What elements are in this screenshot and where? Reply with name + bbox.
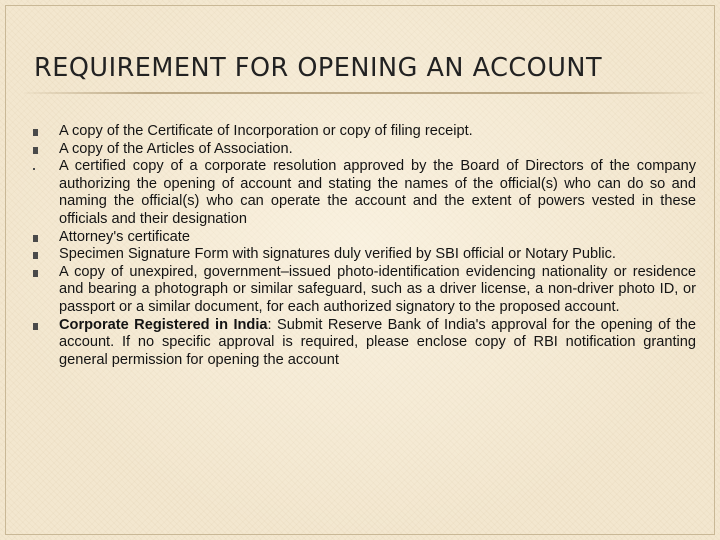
- list-item-text: A copy of the Certificate of Incorporation or copy of filing receipt.: [59, 123, 473, 139]
- list-item: [34, 158, 696, 228]
- list-item: [34, 264, 696, 317]
- list-item: [34, 141, 696, 159]
- list-item-lead: Corporate Registered in India: [59, 316, 268, 333]
- square-bullet-icon: [33, 147, 38, 154]
- list-item: [34, 246, 696, 264]
- list-item-text: Specimen Signature Form with signatures duly verified by SBI official or Notary Public.: [59, 246, 616, 263]
- list-item-text: A copy of the Articles of Association.: [59, 140, 293, 157]
- list-item-text: A copy of unexpired, government–issued photo-identification evidencing nationality or residence and bearing a photograph or similar safeguard, such as a driver license, a non-driver photo ID, or passport or a similar document, for each authorized signatory to the proposed account.: [59, 263, 696, 315]
- list-item-text: : Submit Reserve Bank of India's approval for the opening of the account. If no specific approval is required, please enclose copy of RBI notification granting general permission for opening the account: [59, 316, 696, 368]
- square-bullet-icon: [33, 323, 38, 330]
- square-bullet-icon: [33, 270, 38, 277]
- list-item-text: Attorney's certificate: [59, 228, 190, 245]
- square-bullet-icon: [33, 235, 38, 242]
- list-item: [34, 229, 696, 247]
- square-bullet-icon: [33, 168, 35, 170]
- requirements-list: [34, 123, 696, 369]
- list-item: [34, 317, 696, 370]
- list-item: [34, 123, 696, 141]
- square-bullet-icon: [33, 252, 38, 259]
- title-divider: [24, 92, 704, 94]
- slide-title: REQUIREMENT FOR OPENING AN ACCOUNT: [34, 53, 603, 83]
- square-bullet-icon: [33, 129, 38, 136]
- list-item-text: A certified copy of a corporate resolution approved by the Board of Directors of the company authorizing the opening of account and stating the names of the official(s) who can do so and naming the official(s) who can operate the account and the extent of powers vested in these officials and their designation: [59, 158, 696, 227]
